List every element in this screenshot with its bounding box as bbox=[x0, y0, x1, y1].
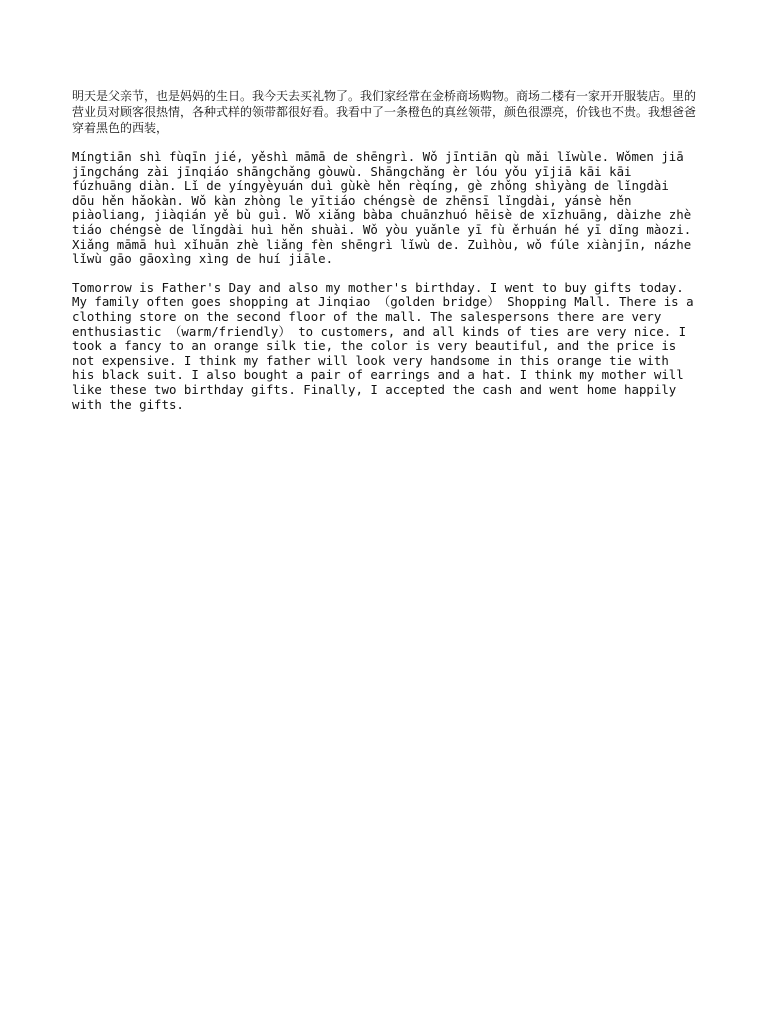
hanzi-paragraph: 明天是父亲节，也是妈妈的生日。我今天去买礼物了。我们家经常在金桥商场购物。商场二楼有一家开开服装店。里的营业员对顾客很热情，各种式样的领带都很好看。我看中了一条橙色的真丝领带，颜色很漂亮，价钱也不贵。我想爸爸穿着黑色的西装， bbox=[72, 89, 697, 135]
document-page bbox=[72, 88, 698, 426]
pinyin-paragraph: Míngtiān shì fùqīn jié, yěshì māmā de shēngrì. Wǒ jīntiān qù mǎi lǐwùle. Wǒmen jiā jīngcháng zài jīnqiáo shāngchǎng gòuwù. Shāngchǎng èr lóu yǒu yījiā kāi kāi fúzhuāng diàn. Lǐ de yíngyèyuán duì gùkè hěn rèqíng, gè zhǒng shìyàng de lǐngdài dōu hěn hǎokàn. Wǒ kàn zhòng le yītiáo chéngsè de zhēnsī lǐngdài, yánsè hěn piàoliang, jiàqián yě bù guì. Wǒ xiǎng bàba chuānzhuó hēisè de xīzhuāng, dàizhe zhè tiáo chéngsè de lǐngdài huì hěn shuài. Wǒ yòu yuǎnle yī fù ěrhuán hé yī dǐng màozi. Xiǎng māmā huì xǐhuān zhè liǎng fèn shēngrì lǐwù de. Zuìhòu, wǒ fúle xiànjīn, názhe lǐwù gāo gāoxìng xìng de huí jiāle. bbox=[72, 149, 692, 267]
english-paragraph: Tomorrow is Father's Day and also my mother's birthday. I went to buy gifts today. My family often goes shopping at Jinqiao （golden bridge） Shopping Mall. There is a clothing store on the second floor of the mall. The salespersons there are very enthusiastic （warm/friendly） to customers, and all kinds of ties are very nice. I took a fancy to an orange silk tie, the color is very beautiful, and the price is not expensive. I think my father will look very handsome in this orange tie with his black suit. I also bought a pair of earrings and a hat. I think my mother will like these two birthday gifts. Finally, I accepted the cash and went home happily with the gifts. bbox=[72, 279, 694, 412]
